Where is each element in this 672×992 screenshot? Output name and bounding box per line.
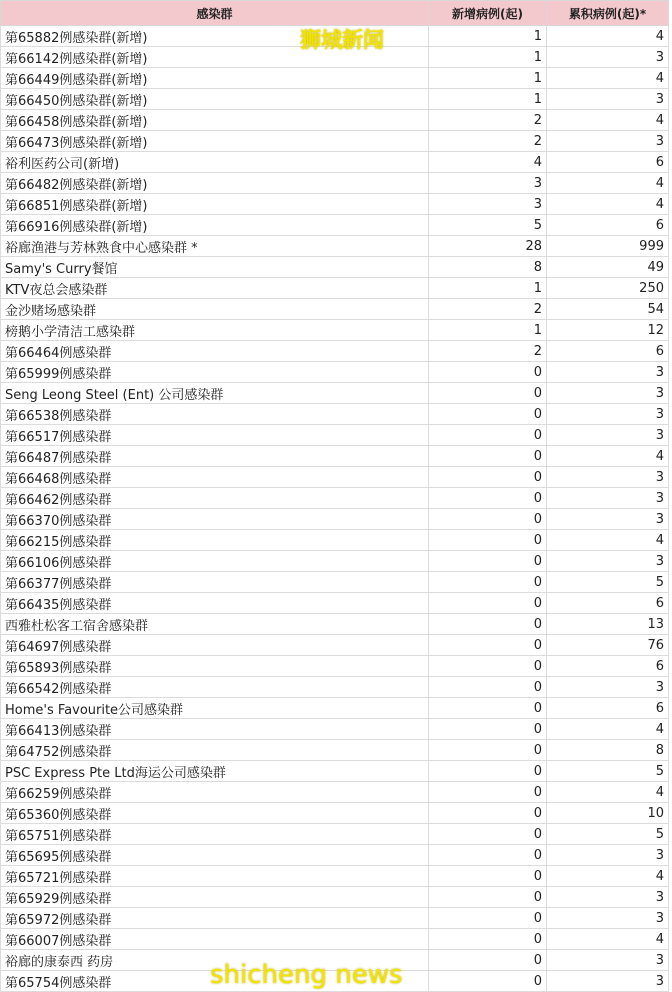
total-cases: 3 <box>547 509 669 530</box>
table-row <box>1 425 669 446</box>
new-cases: 1 <box>429 278 547 299</box>
table-row <box>1 761 669 782</box>
new-cases: 0 <box>429 425 547 446</box>
table-row <box>1 677 669 698</box>
new-cases: 3 <box>429 194 547 215</box>
cluster-name: 第66851例感染群(新增) <box>1 194 429 215</box>
new-cases: 0 <box>429 929 547 950</box>
table-row <box>1 89 669 110</box>
cluster-name: 第66435例感染群 <box>1 593 429 614</box>
table-row <box>1 572 669 593</box>
cluster-name: 第65893例感染群 <box>1 656 429 677</box>
table-row <box>1 47 669 68</box>
total-cases: 8 <box>547 740 669 761</box>
total-cases: 3 <box>547 551 669 572</box>
table-row <box>1 278 669 299</box>
new-cases: 0 <box>429 677 547 698</box>
total-cases: 3 <box>547 362 669 383</box>
new-cases: 0 <box>429 404 547 425</box>
table-row <box>1 215 669 236</box>
total-cases: 6 <box>547 698 669 719</box>
table-row <box>1 446 669 467</box>
total-cases: 5 <box>547 572 669 593</box>
cluster-name: 第65929例感染群 <box>1 887 429 908</box>
total-cases: 6 <box>547 656 669 677</box>
cluster-name: Home's Favourite公司感染群 <box>1 698 429 719</box>
table-row <box>1 320 669 341</box>
total-cases: 3 <box>547 467 669 488</box>
cluster-name: 第65999例感染群 <box>1 362 429 383</box>
cluster-name: 第66106例感染群 <box>1 551 429 572</box>
table-row <box>1 404 669 425</box>
table-row <box>1 929 669 950</box>
table-row <box>1 383 669 404</box>
total-cases: 3 <box>547 950 669 971</box>
new-cases: 2 <box>429 131 547 152</box>
header-new-cases: 新增病例(起) <box>429 1 547 26</box>
cluster-name: 裕廊的康泰西 药房 <box>1 950 429 971</box>
total-cases: 4 <box>547 782 669 803</box>
cluster-name: Samy's Curry餐馆 <box>1 257 429 278</box>
table-row <box>1 551 669 572</box>
table-row <box>1 131 669 152</box>
cluster-name: 裕廊渔港与芳林熟食中心感染群 * <box>1 236 429 257</box>
watermark-top: 狮城新闻 <box>300 28 384 52</box>
new-cases: 0 <box>429 740 547 761</box>
header-total-cases: 累积病例(起)* <box>547 1 669 26</box>
table-row <box>1 908 669 929</box>
total-cases: 6 <box>547 152 669 173</box>
total-cases: 13 <box>547 614 669 635</box>
table-row <box>1 236 669 257</box>
total-cases: 4 <box>547 719 669 740</box>
cluster-name: 金沙赌场感染群 <box>1 299 429 320</box>
new-cases: 0 <box>429 572 547 593</box>
cluster-name: 第65754例感染群 <box>1 971 429 992</box>
total-cases: 3 <box>547 677 669 698</box>
new-cases: 4 <box>429 152 547 173</box>
cluster-name: 第66517例感染群 <box>1 425 429 446</box>
cluster-name: Seng Leong Steel (Ent) 公司感染群 <box>1 383 429 404</box>
new-cases: 1 <box>429 320 547 341</box>
total-cases: 4 <box>547 194 669 215</box>
cluster-name: 第65972例感染群 <box>1 908 429 929</box>
total-cases: 3 <box>547 47 669 68</box>
new-cases: 1 <box>429 47 547 68</box>
new-cases: 0 <box>429 761 547 782</box>
table-row <box>1 971 669 992</box>
new-cases: 0 <box>429 950 547 971</box>
new-cases: 0 <box>429 530 547 551</box>
cluster-name: 第66377例感染群 <box>1 572 429 593</box>
new-cases: 0 <box>429 551 547 572</box>
total-cases: 6 <box>547 215 669 236</box>
table-row <box>1 152 669 173</box>
cluster-name: 第66916例感染群(新增) <box>1 215 429 236</box>
total-cases: 76 <box>547 635 669 656</box>
total-cases: 5 <box>547 824 669 845</box>
table-row <box>1 845 669 866</box>
total-cases: 49 <box>547 257 669 278</box>
table-row <box>1 782 669 803</box>
table-row <box>1 614 669 635</box>
new-cases: 0 <box>429 362 547 383</box>
total-cases: 10 <box>547 803 669 824</box>
table-row <box>1 362 669 383</box>
new-cases: 2 <box>429 341 547 362</box>
total-cases: 3 <box>547 425 669 446</box>
total-cases: 4 <box>547 929 669 950</box>
cluster-name: 裕利医药公司(新增) <box>1 152 429 173</box>
total-cases: 3 <box>547 89 669 110</box>
table-row <box>1 299 669 320</box>
new-cases: 2 <box>429 299 547 320</box>
new-cases: 5 <box>429 215 547 236</box>
total-cases: 3 <box>547 404 669 425</box>
new-cases: 0 <box>429 383 547 404</box>
cluster-name: 第66482例感染群(新增) <box>1 173 429 194</box>
cluster-name: 第66468例感染群 <box>1 467 429 488</box>
cluster-name: 第66462例感染群 <box>1 488 429 509</box>
new-cases: 0 <box>429 446 547 467</box>
total-cases: 54 <box>547 299 669 320</box>
table-row <box>1 635 669 656</box>
table-row <box>1 950 669 971</box>
total-cases: 5 <box>547 761 669 782</box>
table-row <box>1 194 669 215</box>
total-cases: 4 <box>547 866 669 887</box>
total-cases: 3 <box>547 383 669 404</box>
cluster-name: 第66538例感染群 <box>1 404 429 425</box>
total-cases: 12 <box>547 320 669 341</box>
table-row <box>1 593 669 614</box>
cluster-name: 第66259例感染群 <box>1 782 429 803</box>
new-cases: 3 <box>429 173 547 194</box>
table-row <box>1 68 669 89</box>
new-cases: 0 <box>429 635 547 656</box>
new-cases: 0 <box>429 866 547 887</box>
table-row <box>1 803 669 824</box>
table-row <box>1 656 669 677</box>
total-cases: 3 <box>547 971 669 992</box>
table-row <box>1 467 669 488</box>
new-cases: 0 <box>429 593 547 614</box>
table-row <box>1 173 669 194</box>
cluster-name: 第66142例感染群(新增) <box>1 47 429 68</box>
new-cases: 0 <box>429 656 547 677</box>
table-row <box>1 887 669 908</box>
total-cases: 4 <box>547 68 669 89</box>
table-row <box>1 488 669 509</box>
total-cases: 6 <box>547 341 669 362</box>
total-cases: 4 <box>547 530 669 551</box>
new-cases: 28 <box>429 236 547 257</box>
new-cases: 8 <box>429 257 547 278</box>
cluster-name: PSC Express Pte Ltd海运公司感染群 <box>1 761 429 782</box>
table-row <box>1 698 669 719</box>
table-row <box>1 26 669 47</box>
new-cases: 2 <box>429 110 547 131</box>
table-row <box>1 719 669 740</box>
cluster-name: 榜鹅小学清洁工感染群 <box>1 320 429 341</box>
cluster-name: 第66542例感染群 <box>1 677 429 698</box>
total-cases: 3 <box>547 131 669 152</box>
total-cases: 4 <box>547 173 669 194</box>
total-cases: 999 <box>547 236 669 257</box>
new-cases: 1 <box>429 89 547 110</box>
table-row <box>1 509 669 530</box>
new-cases: 0 <box>429 845 547 866</box>
cluster-name: 第66449例感染群(新增) <box>1 68 429 89</box>
cluster-name: 第66007例感染群 <box>1 929 429 950</box>
total-cases: 250 <box>547 278 669 299</box>
header-cluster: 感染群 <box>1 1 429 26</box>
new-cases: 1 <box>429 68 547 89</box>
cluster-name: 第64752例感染群 <box>1 740 429 761</box>
cluster-name: 第65695例感染群 <box>1 845 429 866</box>
header-row <box>1 1 669 26</box>
new-cases: 0 <box>429 698 547 719</box>
new-cases: 0 <box>429 908 547 929</box>
table-row <box>1 257 669 278</box>
total-cases: 4 <box>547 110 669 131</box>
total-cases: 3 <box>547 845 669 866</box>
cluster-name: 第65751例感染群 <box>1 824 429 845</box>
table-row <box>1 866 669 887</box>
new-cases: 0 <box>429 887 547 908</box>
new-cases: 0 <box>429 824 547 845</box>
cluster-name: 第66450例感染群(新增) <box>1 89 429 110</box>
cluster-name: 第66458例感染群(新增) <box>1 110 429 131</box>
table-row <box>1 740 669 761</box>
total-cases: 3 <box>547 887 669 908</box>
new-cases: 0 <box>429 488 547 509</box>
cluster-name: 第66473例感染群(新增) <box>1 131 429 152</box>
table-row <box>1 341 669 362</box>
total-cases: 3 <box>547 488 669 509</box>
cluster-name: 第66413例感染群 <box>1 719 429 740</box>
cluster-name: 第66464例感染群 <box>1 341 429 362</box>
cluster-name: 第65882例感染群(新增) <box>1 26 429 47</box>
cluster-name: 第66215例感染群 <box>1 530 429 551</box>
new-cases: 0 <box>429 803 547 824</box>
cluster-name: 第65721例感染群 <box>1 866 429 887</box>
new-cases: 0 <box>429 719 547 740</box>
cluster-name: 第65360例感染群 <box>1 803 429 824</box>
cluster-name: 第64697例感染群 <box>1 635 429 656</box>
cluster-name: KTV夜总会感染群 <box>1 278 429 299</box>
total-cases: 4 <box>547 26 669 47</box>
total-cases: 3 <box>547 908 669 929</box>
new-cases: 0 <box>429 467 547 488</box>
table-row <box>1 110 669 131</box>
new-cases: 1 <box>429 26 547 47</box>
total-cases: 6 <box>547 593 669 614</box>
table-row <box>1 824 669 845</box>
table-body <box>1 26 669 992</box>
watermark-bottom: shicheng news <box>210 960 403 990</box>
new-cases: 0 <box>429 614 547 635</box>
cluster-name: 西雅杜松客工宿舍感染群 <box>1 614 429 635</box>
new-cases: 0 <box>429 971 547 992</box>
cluster-name: 第66487例感染群 <box>1 446 429 467</box>
cluster-name: 第66370例感染群 <box>1 509 429 530</box>
new-cases: 0 <box>429 509 547 530</box>
total-cases: 4 <box>547 446 669 467</box>
new-cases: 0 <box>429 782 547 803</box>
table-row <box>1 530 669 551</box>
